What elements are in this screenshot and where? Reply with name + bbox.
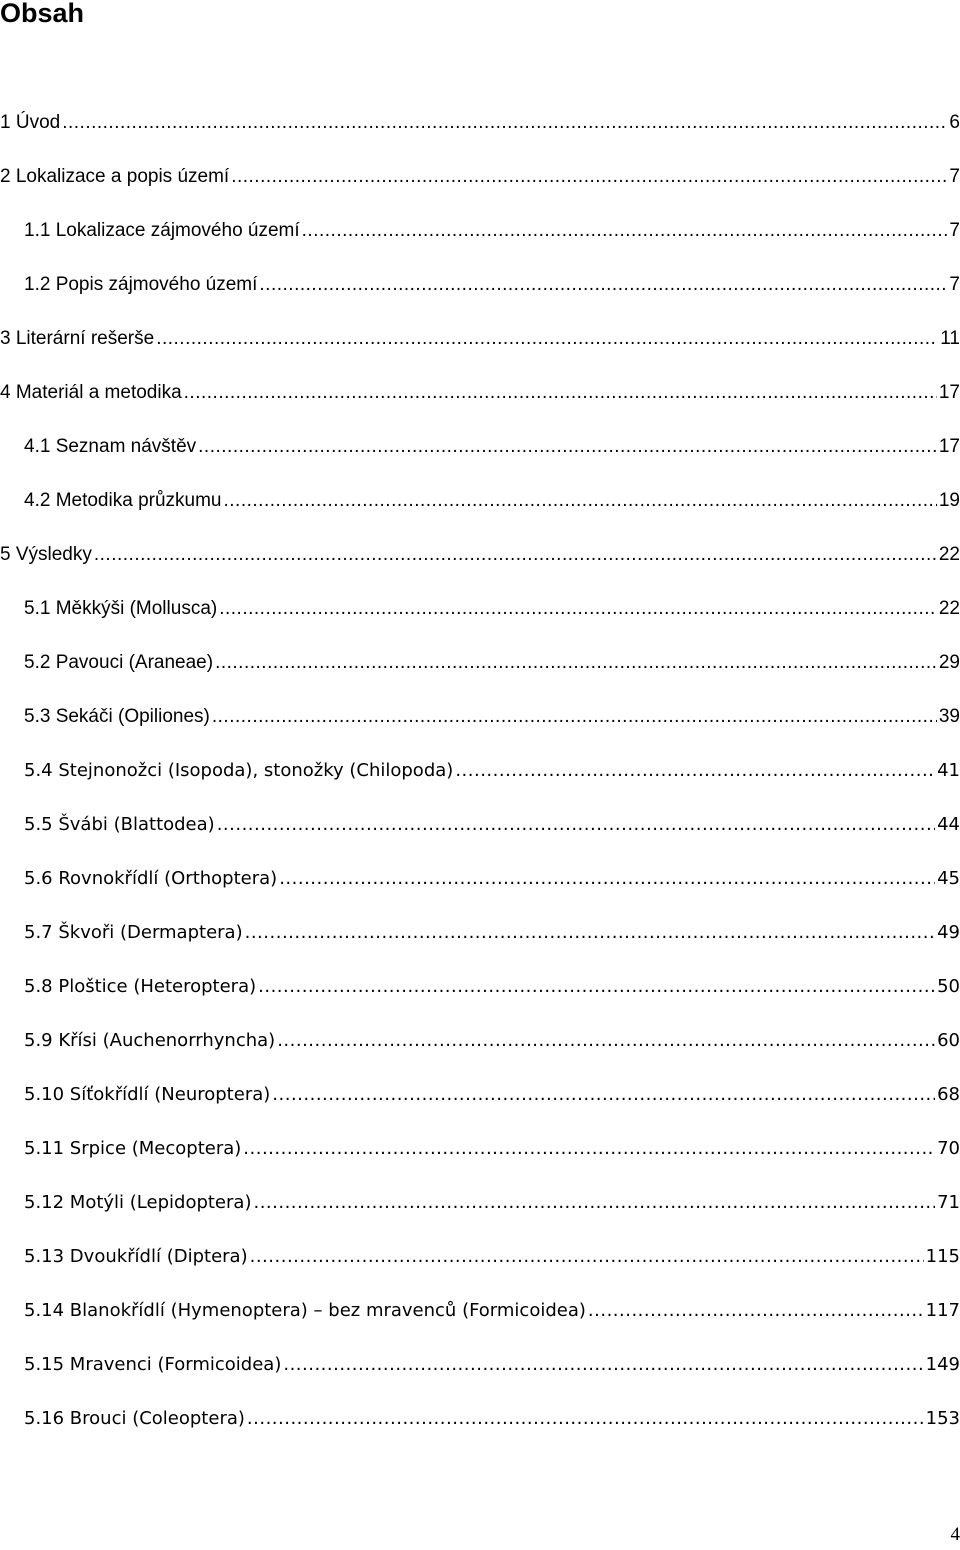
toc-entry-page: 68 (937, 1084, 960, 1105)
page-title: Obsah (0, 0, 85, 28)
toc-entry-page: 44 (937, 814, 960, 835)
toc-entry-label: 5.16 Brouci (Coleoptera) (24, 1408, 245, 1429)
toc-entry-label: 5.13 Dvoukřídlí (Diptera) (24, 1246, 248, 1267)
dot-leader (62, 108, 947, 138)
toc-entry-label: 4.1 Seznam návštěv (24, 436, 197, 457)
dot-leader (283, 1350, 923, 1380)
page-number: 4 (950, 1524, 960, 1545)
dot-leader (253, 1188, 935, 1218)
toc-entry[interactable] (0, 378, 960, 408)
toc-entry-page: 11 (940, 328, 960, 349)
toc-entry-page: 6 (949, 112, 960, 133)
toc-entry-page: 39 (938, 706, 960, 727)
dot-leader (245, 918, 935, 948)
dot-leader (250, 1242, 924, 1272)
toc-entry-page: 29 (938, 652, 960, 673)
toc-entry-label: 5.9 Křísi (Auchenorrhyncha) (24, 1030, 276, 1051)
toc-entry[interactable] (0, 270, 960, 300)
dot-leader (184, 378, 937, 408)
dot-leader (217, 810, 935, 840)
toc-entry[interactable] (0, 1404, 960, 1434)
dot-leader (302, 216, 948, 246)
toc-entry-page: 153 (925, 1408, 960, 1429)
toc-entry[interactable] (0, 1026, 960, 1056)
toc-entry-label: 5.4 Stejnonožci (Isopoda), stonožky (Chilopoda) (24, 760, 454, 781)
toc-entry-label: 5.10 Síťokřídlí (Neuroptera) (24, 1084, 271, 1105)
toc-entry-page: 22 (938, 598, 960, 619)
toc-entry-page: 50 (937, 976, 960, 997)
dot-leader (224, 486, 937, 516)
toc-entry-label: 5.6 Rovnokřídlí (Orthoptera) (24, 868, 278, 889)
toc-entry-label: 3 Literární rešerše (0, 328, 155, 349)
toc-entry-page: 49 (937, 922, 960, 943)
toc-entry-label: 5.2 Pavouci (Araneae) (24, 652, 214, 673)
toc-entry-page: 22 (938, 544, 960, 565)
toc-entry-label: 4 Materiál a metodika (0, 382, 182, 403)
dot-leader (258, 972, 935, 1002)
toc-entry-page: 7 (949, 166, 960, 187)
dot-leader (156, 324, 938, 354)
toc-entry[interactable] (0, 486, 960, 516)
toc-entry[interactable] (0, 162, 960, 192)
dot-leader (247, 1404, 924, 1434)
dot-leader (94, 540, 937, 570)
toc-entry-page: 70 (937, 1138, 960, 1159)
toc-entry-page: 17 (938, 382, 960, 403)
toc-entry-page: 45 (937, 868, 960, 889)
toc-entry-label: 5.5 Švábi (Blattodea) (24, 814, 215, 835)
toc-entry[interactable] (0, 1134, 960, 1164)
toc-entry[interactable] (0, 1296, 960, 1326)
toc-entry-label: 5.8 Ploštice (Heteroptera) (24, 976, 257, 997)
toc-entry[interactable] (0, 324, 960, 354)
dot-leader (243, 1134, 935, 1164)
toc-entry[interactable] (0, 918, 960, 948)
toc-entry[interactable] (0, 432, 960, 462)
toc-entry-page: 7 (949, 220, 960, 241)
toc-entry-page: 7 (949, 274, 960, 295)
toc-entry-label: 5.15 Mravenci (Formicoidea) (24, 1354, 282, 1375)
dot-leader (215, 648, 937, 678)
toc-entry[interactable] (0, 810, 960, 840)
toc-entry[interactable] (0, 216, 960, 246)
toc-entry-label: 1 Úvod (0, 112, 61, 133)
toc-entry-label: 1.2 Popis zájmového území (24, 274, 258, 295)
dot-leader (212, 702, 937, 732)
toc-entry-page: 71 (937, 1192, 960, 1213)
dot-leader (219, 594, 937, 624)
dot-leader (272, 1080, 935, 1110)
dot-leader (231, 162, 947, 192)
toc-entry-label: 5 Výsledky (0, 544, 92, 565)
toc-entry[interactable] (0, 648, 960, 678)
toc-entry-label: 5.7 Škvoři (Dermaptera) (24, 922, 243, 943)
toc-entry-label: 2 Lokalizace a popis území (0, 166, 230, 187)
toc-entry[interactable] (0, 1350, 960, 1380)
dot-leader (198, 432, 937, 462)
toc-entry-page: 19 (938, 490, 960, 511)
toc-entry[interactable] (0, 1188, 960, 1218)
dot-leader (259, 270, 947, 300)
toc-entry-page: 60 (937, 1030, 960, 1051)
toc-entry-page: 117 (925, 1300, 960, 1321)
toc-entry-page: 149 (925, 1354, 960, 1375)
toc-entry-label: 5.3 Sekáči (Opiliones) (24, 706, 210, 727)
toc-entry-page: 115 (925, 1246, 960, 1267)
toc-entry[interactable] (0, 594, 960, 624)
toc-entry-label: 5.12 Motýli (Lepidoptera) (24, 1192, 252, 1213)
dot-leader (279, 864, 935, 894)
toc-entry[interactable] (0, 1242, 960, 1272)
toc-entry[interactable] (0, 972, 960, 1002)
toc-entry[interactable] (0, 864, 960, 894)
toc-entry-label: 4.2 Metodika průzkumu (24, 490, 222, 511)
toc-entry[interactable] (0, 108, 960, 138)
toc-entry-label: 1.1 Lokalizace zájmového území (24, 220, 300, 241)
dot-leader (455, 756, 935, 786)
toc-entry[interactable] (0, 1080, 960, 1110)
toc-entry[interactable] (0, 756, 960, 786)
toc-entry-label: 5.14 Blanokřídlí (Hymenoptera) – bez mravenců (Formicoidea) (24, 1300, 586, 1321)
toc-entry[interactable] (0, 540, 960, 570)
dot-leader (277, 1026, 935, 1056)
toc-entry[interactable] (0, 702, 960, 732)
dot-leader (588, 1296, 924, 1326)
toc-entry-page: 17 (938, 436, 960, 457)
toc-entry-page: 41 (937, 760, 960, 781)
toc-entry-label: 5.1 Měkkýši (Mollusca) (24, 598, 218, 619)
toc-entry-label: 5.11 Srpice (Mecoptera) (24, 1138, 242, 1159)
